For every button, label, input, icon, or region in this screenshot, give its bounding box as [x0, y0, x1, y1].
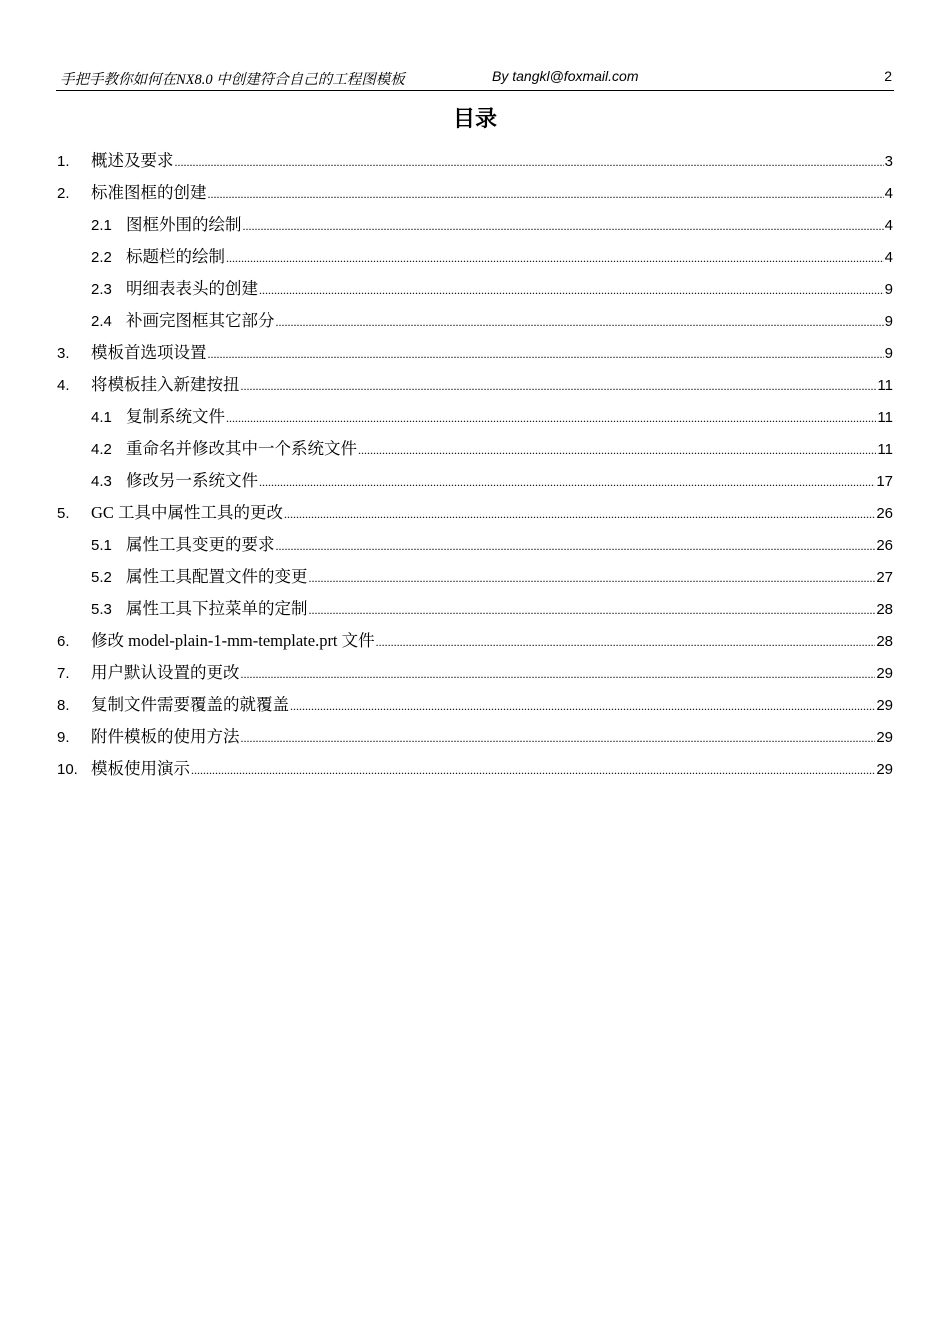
toc-entry[interactable] — [57, 691, 893, 723]
toc-entry[interactable] — [57, 659, 893, 691]
toc-entry-label: 复制文件需要覆盖的就覆盖 — [91, 695, 289, 714]
toc-entry-label: 重命名并修改其中一个系统文件 — [126, 439, 357, 458]
toc-entry-number: 3. — [57, 345, 70, 362]
toc-entry-number: 7. — [57, 665, 70, 682]
toc-entry-number: 2.4 — [91, 313, 112, 330]
toc-entry-page: 4 — [884, 185, 893, 202]
toc-entry-label: 概述及要求 — [91, 151, 174, 170]
toc-entry-label: 修改另一系统文件 — [126, 471, 258, 490]
dot-leader — [208, 340, 884, 368]
toc-entry-number: 2.1 — [91, 217, 112, 234]
toc-entry-number: 1. — [57, 153, 70, 170]
toc-entry-page: 26 — [876, 505, 893, 522]
toc-entry-label: 修改 model-plain-1-mm-template.prt 文件 — [91, 631, 375, 650]
toc-entry[interactable] — [57, 563, 893, 595]
toc-entry-page: 9 — [884, 345, 893, 362]
toc-entry[interactable] — [57, 755, 893, 787]
dot-leader — [284, 500, 875, 528]
toc-entry-page: 29 — [876, 761, 893, 778]
toc-entry[interactable] — [57, 371, 893, 403]
toc-entry-page: 29 — [876, 729, 893, 746]
toc-entry-page: 11 — [877, 409, 893, 426]
toc-entry-number: 5. — [57, 505, 70, 522]
toc-entry[interactable] — [57, 179, 893, 211]
toc-entry-page: 4 — [884, 249, 893, 266]
toc-entry[interactable] — [57, 531, 893, 563]
toc-entry-label: 补画完图框其它部分 — [126, 311, 275, 330]
toc-entry[interactable] — [57, 499, 893, 531]
dot-leader — [226, 244, 884, 272]
dot-leader — [241, 724, 876, 752]
toc-entry[interactable] — [57, 723, 893, 755]
dot-leader — [241, 660, 876, 688]
toc-entry-page: 29 — [876, 697, 893, 714]
toc-entry[interactable] — [57, 307, 893, 339]
toc-entry-page: 17 — [876, 473, 893, 490]
dot-leader — [241, 372, 877, 400]
toc-entry-number: 10. — [57, 761, 78, 778]
toc-entry-page: 27 — [876, 569, 893, 586]
toc-entry-label: 属性工具下拉菜单的定制 — [126, 599, 308, 618]
toc-entry-label: 将模板挂入新建按扭 — [91, 375, 240, 394]
toc-entry[interactable] — [57, 595, 893, 627]
toc-entry-label: GC 工具中属性工具的更改 — [91, 503, 284, 522]
toc-entry-label: 用户默认设置的更改 — [91, 663, 240, 682]
toc-entry[interactable] — [57, 211, 893, 243]
toc-entry[interactable] — [57, 275, 893, 307]
toc-entry-label: 属性工具配置文件的变更 — [126, 567, 308, 586]
toc-entry-label: 模板首选项设置 — [91, 343, 207, 362]
toc-entry-label: 图框外围的绘制 — [126, 215, 242, 234]
dot-leader — [309, 564, 876, 592]
dot-leader — [175, 148, 884, 176]
dot-leader — [309, 596, 876, 624]
toc-entry-page: 9 — [884, 281, 893, 298]
toc-entry-label: 属性工具变更的要求 — [126, 535, 275, 554]
toc-entry-label: 模板使用演示 — [91, 759, 190, 778]
dot-leader — [259, 468, 875, 496]
page-header — [56, 66, 894, 91]
toc-entry[interactable] — [57, 243, 893, 275]
toc-entry-page: 9 — [884, 313, 893, 330]
toc-entry-number: 4. — [57, 377, 70, 394]
toc-entry-number: 4.3 — [91, 473, 112, 490]
document-title: 手把手教你如何在NX8.0 中创建符合自己的工程图模板 — [60, 72, 405, 88]
toc-entry-page: 11 — [877, 441, 893, 458]
toc-entry-page: 29 — [876, 665, 893, 682]
toc-entry-number: 4.1 — [91, 409, 112, 426]
toc-entry[interactable] — [57, 627, 893, 659]
toc-entry-number: 8. — [57, 697, 70, 714]
toc-entry-number: 5.3 — [91, 601, 112, 618]
toc-entry-page: 26 — [876, 537, 893, 554]
toc-entry-number: 5.2 — [91, 569, 112, 586]
toc-entry-number: 2. — [57, 185, 70, 202]
author-email: By tangkl@foxmail.com — [492, 68, 639, 84]
dot-leader — [358, 436, 876, 464]
dot-leader — [276, 308, 884, 336]
toc-entry-page: 28 — [876, 601, 893, 618]
dot-leader — [226, 404, 876, 432]
toc-entry-label: 复制系统文件 — [126, 407, 225, 426]
toc-entry-number: 9. — [57, 729, 70, 746]
dot-leader — [208, 180, 884, 208]
dot-leader — [259, 276, 884, 304]
dot-leader — [290, 692, 875, 720]
dot-leader — [243, 212, 884, 240]
toc-entry-number: 4.2 — [91, 441, 112, 458]
toc-entry-number: 5.1 — [91, 537, 112, 554]
toc-entry-label: 附件模板的使用方法 — [91, 727, 240, 746]
toc-entry-page: 4 — [884, 217, 893, 234]
table-of-contents — [57, 147, 893, 787]
dot-leader — [276, 532, 876, 560]
dot-leader — [191, 756, 875, 784]
toc-entry[interactable] — [57, 467, 893, 499]
toc-entry-page: 28 — [876, 633, 893, 650]
toc-entry[interactable] — [57, 147, 893, 179]
dot-leader — [376, 628, 876, 656]
toc-entry-number: 2.2 — [91, 249, 112, 266]
page-number: 2 — [884, 68, 892, 84]
toc-entry-label: 标准图框的创建 — [91, 183, 207, 202]
toc-entry-page: 11 — [877, 377, 893, 394]
toc-entry-number: 2.3 — [91, 281, 112, 298]
toc-entry[interactable] — [57, 339, 893, 371]
toc-entry-label: 明细表表头的创建 — [126, 279, 258, 298]
toc-entry[interactable] — [57, 435, 893, 467]
toc-entry-number: 6. — [57, 633, 70, 650]
toc-entry[interactable] — [57, 403, 893, 435]
toc-heading: 目录 — [452, 107, 497, 132]
toc-entry-label: 标题栏的绘制 — [126, 247, 225, 266]
toc-entry-page: 3 — [884, 153, 893, 170]
